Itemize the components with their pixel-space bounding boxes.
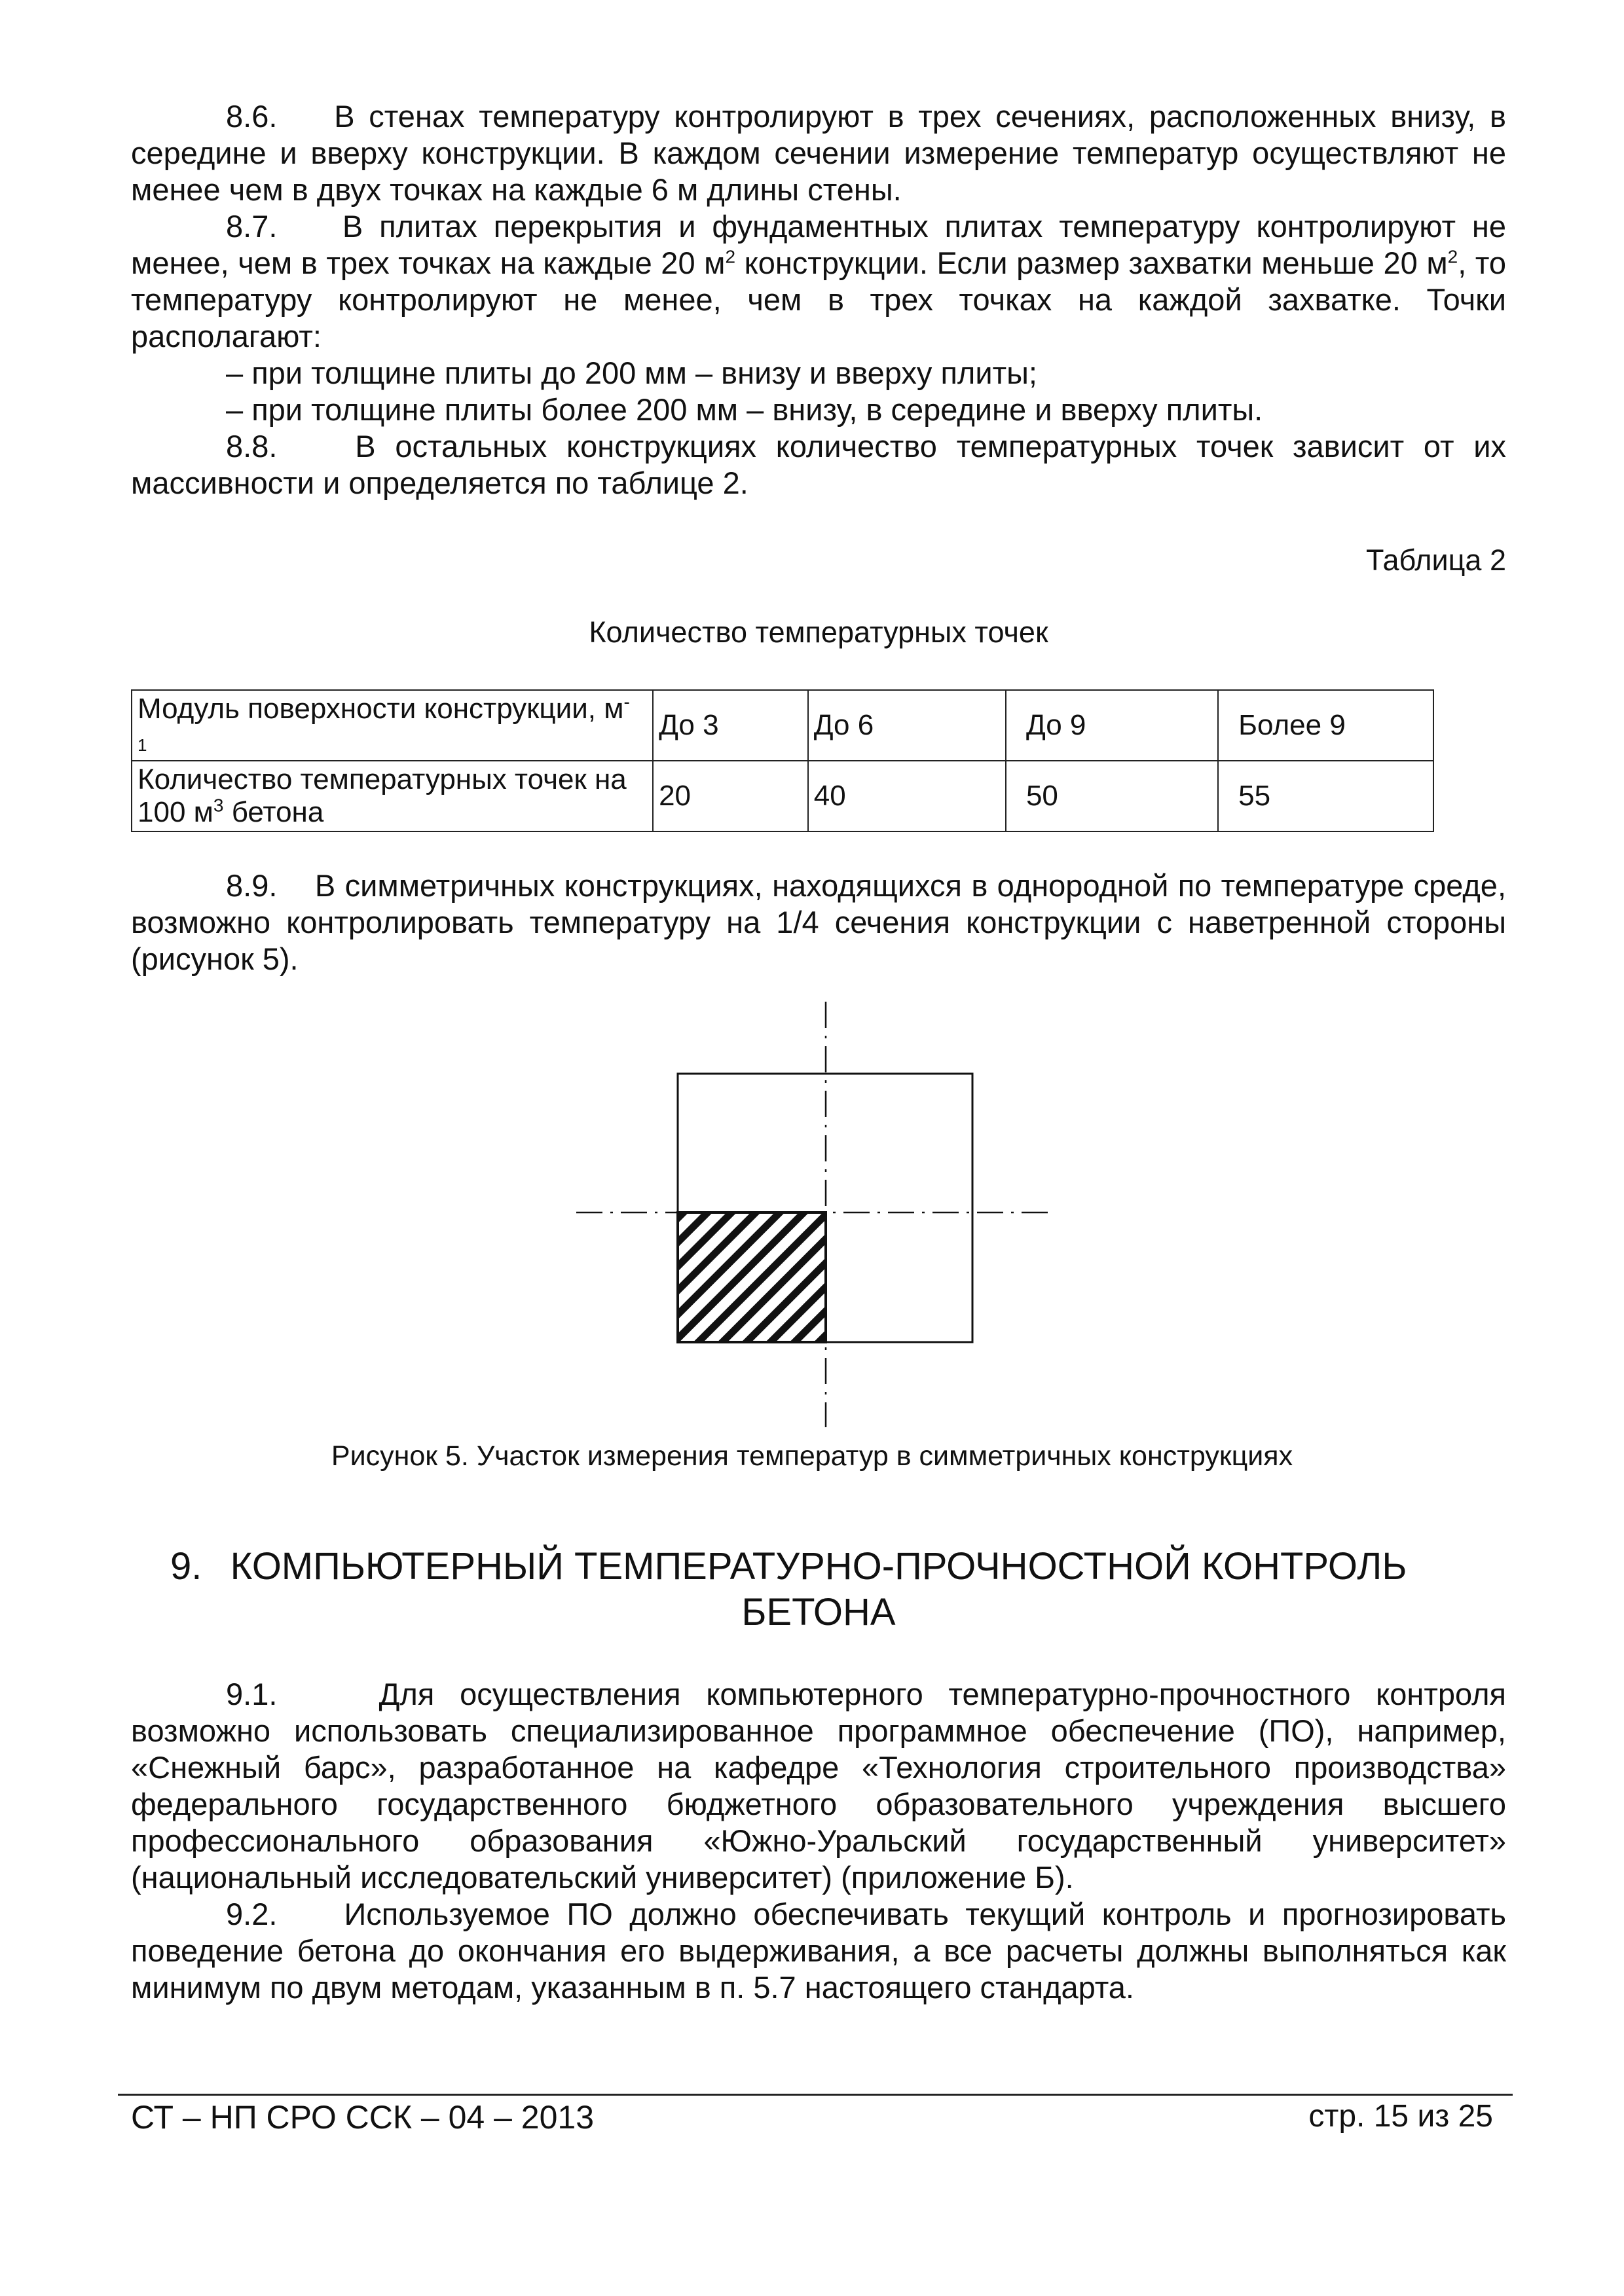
table-cell: До 3 <box>653 690 808 761</box>
table-cell: 20 <box>653 761 808 831</box>
footer-page-number: стр. 15 из 25 <box>1308 2099 1493 2134</box>
paragraph-number: 8.9. <box>226 868 278 903</box>
paragraph-9-1: 9.1. Для осуществления компьютерного температурно-прочностного контроля возможно использовать специализированное программное обеспечение (ПО), например, «Снежный барс», разработанное на кафедре «Технология строительного производства» федерального государственного бюджетного образовательного учреждения высшего профессионального образования «Южно-Уральский государственный университет» (национальный исследовательский университет) (приложение Б). <box>131 1677 1507 1895</box>
table-row-header: Модуль поверхности конструкции, м- 1 <box>132 690 653 761</box>
body-text-8-9 <box>131 867 1506 977</box>
temperature-points-table <box>131 689 1434 832</box>
paragraph-number: 8.6. <box>226 99 278 134</box>
footer-rule <box>118 2094 1513 2096</box>
table-cell: 55 <box>1218 761 1433 831</box>
body-text-top <box>131 98 1506 501</box>
paragraph-number: 9.2. <box>226 1897 278 1931</box>
table-label: Таблица 2 <box>1366 543 1506 577</box>
table-cell: 50 <box>1006 761 1218 831</box>
paragraph-8-9: 8.9. В симметричных конструкциях, находящихся в однородной по температуре среде, возможно контролировать температуру на 1/4 сечения конструкции с наветренной стороны (рисунок 5). <box>131 868 1506 976</box>
table-cell: 40 <box>808 761 1006 831</box>
section-title-line1: КОМПЬЮТЕРНЫЙ ТЕМПЕРАТУРНО-ПРОЧНОСТНОЙ КОНТРОЛЬ <box>230 1545 1407 1588</box>
table-cell: До 9 <box>1006 690 1218 761</box>
paragraph-9-2: 9.2. Используемое ПО должно обеспечивать текущий контроль и прогнозировать поведение бетона до окончания его выдерживания, а все расчеты должны выполняться как минимум по двум методам, указанным в п. 5.7 настоящего стандарта. <box>131 1897 1506 2005</box>
body-text-section-9 <box>131 1676 1506 2006</box>
paragraph-8-6: 8.6. В стенах температуру контролируют в трех сечениях, расположенных внизу, в середине и вверху конструкции. В каждом сечении измерение температур осуществляют не менее чем в двух точках на каждые 6 м длины стены. <box>131 99 1506 207</box>
paragraph-number: 9.1. <box>226 1677 278 1711</box>
list-item: – при толщине плиты до 200 мм – внизу и вверху плиты; <box>226 355 1037 390</box>
footer-standard-code: СТ – НП СРО ССК – 04 – 2013 <box>131 2099 595 2136</box>
table-row <box>132 690 1433 761</box>
hatched-quarter <box>678 1212 826 1342</box>
paragraph-8-8: 8.8. В остальных конструкциях количество температурных точек зависит от их массивности и определяется по таблице 2. <box>131 429 1507 500</box>
paragraph-8-7: 8.7. В плитах перекрытия и фундаментных плитах температуру контролируют не менее, чем в трех точках на каждые 20 $м^2$ конструкции. Если размер захватки меньше 20 $м^2$, то температуру контролируют не менее, чем в трех точках на каждой захватке. Точки располагают: <box>131 209 1506 354</box>
table-cell: До 6 <box>808 690 1006 761</box>
paragraph-number: 8.7. <box>226 209 278 244</box>
symmetric-section-diagram <box>576 1002 1048 1427</box>
list-item: – при толщине плиты более 200 мм – внизу, в середине и вверху плиты. <box>226 392 1263 427</box>
table-block <box>131 543 1506 858</box>
table-title: Количество температурных точек <box>589 615 1048 649</box>
section-heading <box>131 1544 1506 1635</box>
section-title-line2: БЕТОНА <box>741 1591 896 1633</box>
section-number: 9. <box>170 1545 202 1588</box>
table-row-header: Количество температурных точек на 100 $м^3$ бетона <box>132 761 653 831</box>
table-cell: Более 9 <box>1218 690 1433 761</box>
table-row <box>132 761 1433 831</box>
paragraph-number: 8.8. <box>226 429 278 464</box>
figure-caption: Рисунок 5. Участок измерения температур в симметричных конструкциях <box>331 1440 1293 1472</box>
